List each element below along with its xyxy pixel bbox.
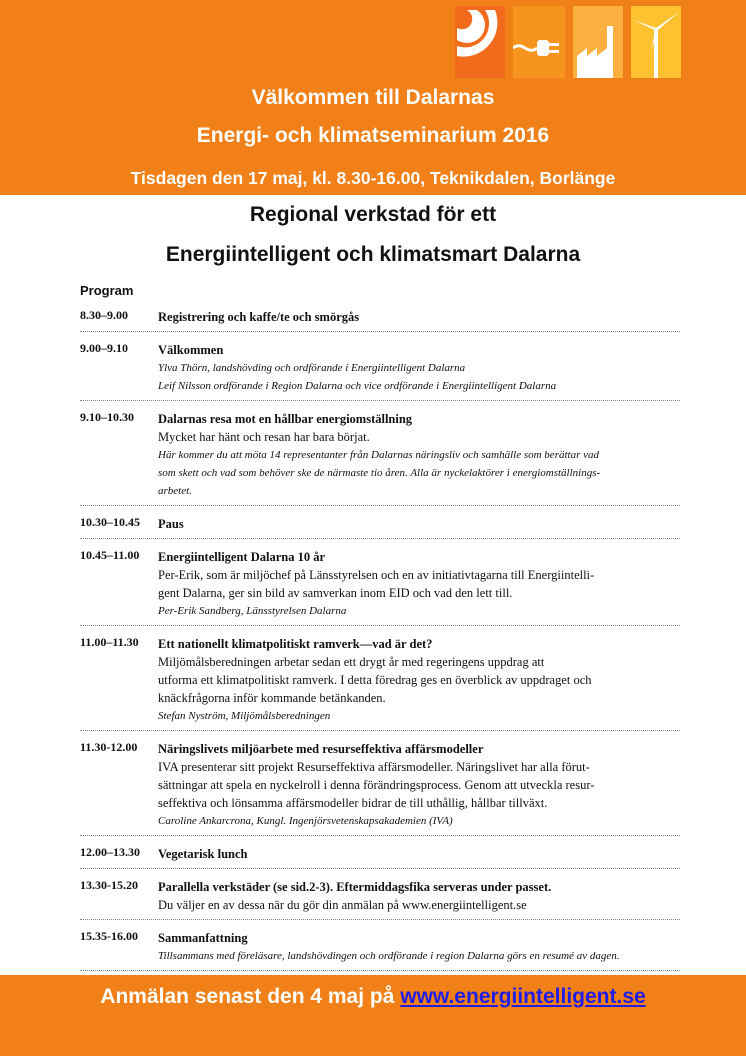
- program-item: [80, 305, 680, 332]
- program-item-speaker: Stefan Nyström, Miljömålsberedningen: [158, 710, 331, 722]
- footer-deadline: Anmälan senast den 4 maj på: [100, 985, 401, 1008]
- program-item-content: [158, 929, 680, 965]
- program-item-description: utforma ett klimatpolitiskt ramverk. I detta föredrag ges en överblick av uppdraget och: [158, 673, 592, 687]
- program-item-content: [158, 410, 680, 500]
- program-item-speaker: Här kommer du att möta 14 representanter från Dalarnas näringsliv och samhälle som berättar vad: [158, 449, 599, 461]
- program-item-time: 10.30–10.45: [80, 515, 140, 529]
- program-item-title: Sammanfattning: [158, 931, 248, 945]
- program-item-speaker: Leif Nilsson ordförande i Region Dalarna och vice ordförande i Energiintelligent Dalarna: [158, 380, 557, 392]
- registration-link[interactable]: www.energiintelligent.se: [400, 985, 646, 1008]
- program-item-time: 12.00–13.30: [80, 845, 140, 859]
- program-item-time: 11.30-12.00: [80, 740, 138, 754]
- program-item-speaker: som skett och vad som behöver ske de närmaste tio åren. Alla är nyckelaktörer i energiomställnings-: [158, 467, 601, 479]
- program-item-description: Du väljer en av dessa när du gör din anmälan på www.energiintelligent.se: [158, 898, 527, 912]
- header-subtitle: Energi- och klimatseminarium 2016: [196, 124, 550, 147]
- program-item: [80, 875, 680, 920]
- program-item-time: 13.30-15.20: [80, 878, 138, 892]
- program-item-content: [158, 308, 680, 326]
- program-item-title: Näringslivets miljöarbete med resurseffektiva affärsmodeller: [158, 742, 484, 756]
- program-item-description: sättningar att spela en nyckelroll i denna förändringsprocess. Genom att utveckla resur-: [158, 778, 595, 792]
- program-item-title: Paus: [158, 517, 184, 531]
- program-item: [80, 545, 680, 626]
- program-item-content: [158, 878, 680, 914]
- program-item-content: [158, 845, 680, 863]
- program-item-description: gent Dalarna, ger sin bild av samverkan inom EID och vad den lett till.: [158, 586, 513, 600]
- program-item-time: 11.00–11.30: [80, 635, 139, 649]
- program-item-title: Registrering och kaffe/te och smörgås: [158, 310, 360, 324]
- program-item-speaker: Caroline Ankarcrona, Kungl. Ingenjörsvetenskapsakademien (IVA): [158, 815, 453, 827]
- program-label: Program: [80, 283, 134, 298]
- program-item-speaker: arbetet.: [158, 485, 192, 497]
- program-item: [80, 512, 680, 539]
- header-title: Välkommen till Dalarnas: [251, 86, 495, 109]
- program-item-content: [158, 740, 680, 830]
- program-item-description: knäckfrågorna inför kommande betänkanden.: [158, 691, 386, 705]
- program-item-description: Miljömålsberedningen arbetar sedan ett drygt år med regeringens uppdrag att: [158, 655, 545, 669]
- header-date-location: Tisdagen den 17 maj, kl. 8.30-16.00, Teknikdalen, Borlänge: [130, 168, 616, 188]
- program-item-time: 9.10–10.30: [80, 410, 134, 424]
- program-item-content: [158, 635, 680, 725]
- program-item-content: [158, 341, 680, 395]
- program-item-title: Dalarnas resa mot en hållbar energiomställning: [158, 412, 413, 426]
- program-item-description: IVA presenterar sitt projekt Resurseffektiva affärsmodeller. Näringslivet har alla förut-: [158, 760, 590, 774]
- program-item: [80, 737, 680, 836]
- header-banner: [0, 0, 746, 195]
- program-item-title: Parallella verkstäder (se sid.2-3). Eftermiddagsfika serveras under passet.: [158, 880, 552, 894]
- program-item-speaker: Per-Erik Sandberg, Länsstyrelsen Dalarna: [158, 605, 347, 617]
- program-item: [80, 842, 680, 869]
- program-item-title: Ett nationellt klimatpolitiskt ramverk—vad är det?: [158, 637, 433, 651]
- program-item-time: 10.45–11.00: [80, 548, 140, 562]
- footer-text: [0, 985, 746, 1009]
- program-item: [80, 338, 680, 401]
- program-item-speaker: Ylva Thörn, landshövding och ordförande i Energiintelligent Dalarna: [158, 362, 466, 374]
- program-item-description: Mycket har hänt och resan har bara börjat.: [158, 430, 370, 444]
- factory-icon: [573, 6, 623, 78]
- footer-banner: [0, 975, 746, 1056]
- program-item-content: [158, 515, 680, 533]
- page-subtitle-line1: Regional verkstad för ett: [249, 203, 497, 226]
- page-subtitle-line2: Energiintelligent och klimatsmart Dalarna: [165, 243, 581, 266]
- sun-icon: [455, 6, 505, 78]
- program-item-title: Energiintelligent Dalarna 10 år: [158, 550, 325, 564]
- program-item: [80, 632, 680, 731]
- plug-icon: [513, 6, 565, 78]
- program-list: [0, 305, 746, 977]
- program-item-description: Per-Erik, som är miljöchef på Länsstyrelsen och en av initiativtagarna till Energiintelli-: [158, 568, 595, 582]
- program-item-time: 8.30–9.00: [80, 308, 128, 322]
- program-item-time: 9.00–9.10: [80, 341, 128, 355]
- program-item-title: Välkommen: [158, 343, 224, 357]
- program-item-title: Vegetarisk lunch: [158, 847, 248, 861]
- program-item-content: [158, 548, 680, 620]
- program-item: [80, 407, 680, 506]
- wind-turbine-icon: [631, 6, 681, 78]
- program-item-description: seffektiva och lönsamma affärsmodeller bidrar de till uthållig, hållbar tillväxt.: [158, 796, 548, 810]
- program-item-time: 15.35-16.00: [80, 929, 138, 943]
- program-item-speaker: Tillsammans med föreläsare, landshövdingen och ordförande i region Dalarna görs en resumé av dagen.: [158, 950, 620, 962]
- program-item: [80, 926, 680, 971]
